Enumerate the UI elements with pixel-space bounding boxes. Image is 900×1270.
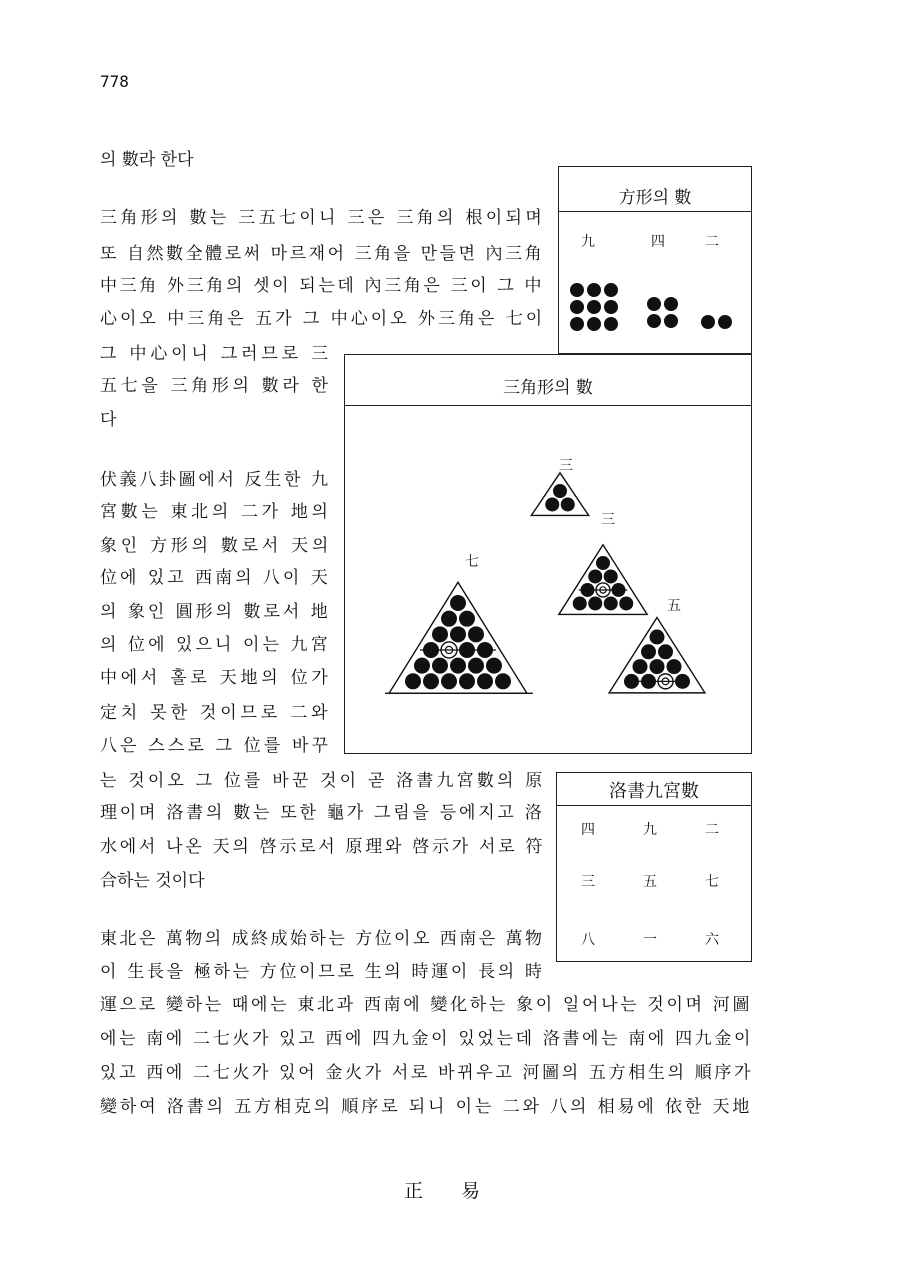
luoshu-cell: 五 (643, 874, 657, 890)
triangle-dot (604, 596, 618, 610)
triangle-dot (468, 658, 484, 674)
triangle-dot (650, 659, 665, 674)
text-line: 宮數는 東北의 二가 地의 (100, 502, 332, 522)
triangle-dot (468, 626, 484, 642)
triangle-dot (450, 658, 466, 674)
text-line: 또 自然數全體로써 마르재어 三角을 만들면 內三角 (100, 244, 545, 264)
square-dot (604, 317, 618, 331)
triangle-dot (667, 659, 682, 674)
square-dot (647, 297, 661, 311)
square-dot (587, 283, 601, 297)
triangle-box-title: 三角形의 數 (503, 378, 593, 398)
square-dot (587, 300, 601, 314)
text-line: 運으로 變하는 때에는 東北과 西南에 變化하는 象이 일어나는 것이며 河圖 (100, 995, 753, 1015)
triangle-dot (588, 569, 602, 583)
text-line: 位에 있고 西南의 八이 天 (100, 568, 331, 588)
triangle-dot (432, 626, 448, 642)
luoshu-cell: 四 (581, 822, 595, 838)
square-label-two: 二 (705, 234, 719, 250)
square-dot (604, 283, 618, 297)
text-line: 東北은 萬物의 成終成始하는 方位이오 西南은 萬物 (100, 929, 545, 949)
triangle-dot (588, 596, 602, 610)
text-line: 合하는 것이다 (100, 871, 205, 891)
text-line: 心이오 中三角은 五가 그 中心이오 外三角은 七이 (100, 309, 546, 329)
text-line: 八은 스스로 그 位를 바꾸 (100, 736, 332, 756)
triangle-outline (559, 545, 647, 615)
triangle-dot (641, 644, 656, 659)
footer-title: 正 易 (403, 1180, 497, 1202)
triangle-dot (459, 611, 475, 627)
text-line: 의 象인 圓形의 數로서 地 (100, 602, 331, 622)
square-dot (570, 317, 584, 331)
square-box-divider (559, 211, 751, 212)
triangle-dot (459, 673, 475, 689)
triangle-dot (604, 569, 618, 583)
triangle-dot (405, 673, 421, 689)
luoshu-cell: 一 (643, 932, 657, 948)
triangle-number-box (344, 354, 752, 754)
luoshu-box (556, 772, 752, 962)
text-line: 象인 方形의 數로서 天의 (100, 536, 333, 556)
triangle-diagram (345, 355, 751, 753)
text-line: 伏義八卦圖에서 反生한 九 (100, 470, 331, 490)
text-line: 三角形의 數는 三五七이니 三은 三角의 根이되며 (100, 208, 546, 228)
text-line: 水에서 나온 天의 啓示로서 原理와 啓示가 서로 符 (100, 837, 546, 857)
square-number-box (558, 166, 752, 354)
triangle-dot (432, 658, 448, 674)
triangle-label-five: 五 (667, 598, 681, 614)
luoshu-cell: 六 (705, 932, 719, 948)
square-dot (718, 315, 732, 329)
page-number: 778 (100, 72, 129, 91)
text-line: 다 (100, 410, 117, 430)
text-line: 定치 못한 것이므로 二와 (100, 703, 332, 723)
square-dot (647, 314, 661, 328)
square-dot (664, 314, 678, 328)
text-line: 그 中心이니 그러므로 三 (100, 344, 332, 364)
luoshu-cell: 八 (581, 932, 595, 948)
triangle-dot (573, 596, 587, 610)
square-label-nine: 九 (581, 234, 595, 250)
square-dot (664, 297, 678, 311)
triangle-dot (441, 673, 457, 689)
text-line: 理이며 洛書의 數는 또한 龜가 그림을 등에지고 洛 (100, 803, 545, 823)
triangle-dot (450, 595, 466, 611)
triangle-label-three-inner: 三 (601, 512, 615, 528)
text-line: 는 것이오 그 位를 바꾼 것이 곧 洛書九宮數의 原 (100, 771, 546, 791)
luoshu-cell: 九 (643, 822, 657, 838)
text-line: 中에서 홀로 天地의 位가 (100, 668, 332, 688)
text-line: 五七을 三角形의 數라 한 (100, 376, 332, 396)
triangle-dot (596, 556, 610, 570)
triangle-dot (477, 673, 493, 689)
text-line: 變하여 洛書의 五方相克의 順序로 되니 이는 二와 八의 相易에 依한 天地 (100, 1097, 753, 1117)
triangle-dot (495, 673, 511, 689)
text-line: 에는 南에 二七火가 있고 西에 四九金이 있었는데 洛書에는 南에 四九金이 (100, 1029, 754, 1049)
luoshu-cell: 二 (705, 822, 719, 838)
square-box-title: 方形의 數 (618, 188, 692, 208)
text-line: 中三角 外三角의 셋이 되는데 內三角은 三이 그 中 (100, 276, 545, 296)
text-line: 이 生長을 極하는 方位이므로 生의 時運이 長의 時 (100, 962, 545, 982)
triangle-dot (650, 630, 665, 645)
triangle-dot (486, 658, 502, 674)
triangle-dot (423, 673, 439, 689)
luoshu-cell: 七 (705, 874, 719, 890)
triangle-dot (553, 484, 567, 498)
text-line: 있고 西에 二七火가 있어 金火가 서로 바뀌우고 河圖의 五方相生의 順序가 (100, 1063, 754, 1083)
triangle-dot (561, 497, 575, 511)
square-dot (604, 300, 618, 314)
square-dot (587, 317, 601, 331)
luoshu-cell: 三 (581, 874, 595, 890)
luoshu-box-title: 洛書九宮數 (609, 781, 699, 802)
square-dot (570, 300, 584, 314)
triangle-dot (441, 611, 457, 627)
square-label-four: 四 (651, 234, 665, 250)
square-dot (570, 283, 584, 297)
text-line: 의 數라 한다 (100, 150, 194, 170)
square-dot (701, 315, 715, 329)
triangle-label-three-top: 三 (559, 458, 573, 474)
triangle-dot (450, 626, 466, 642)
triangle-dot (633, 659, 648, 674)
triangle-dot (619, 596, 633, 610)
triangle-dot (658, 644, 673, 659)
triangle-dot (545, 497, 559, 511)
luoshu-box-divider (557, 805, 751, 806)
triangle-label-seven: 七 (465, 554, 479, 570)
text-line: 의 位에 있으니 이는 九宮 (100, 635, 331, 655)
triangle-dot (414, 658, 430, 674)
